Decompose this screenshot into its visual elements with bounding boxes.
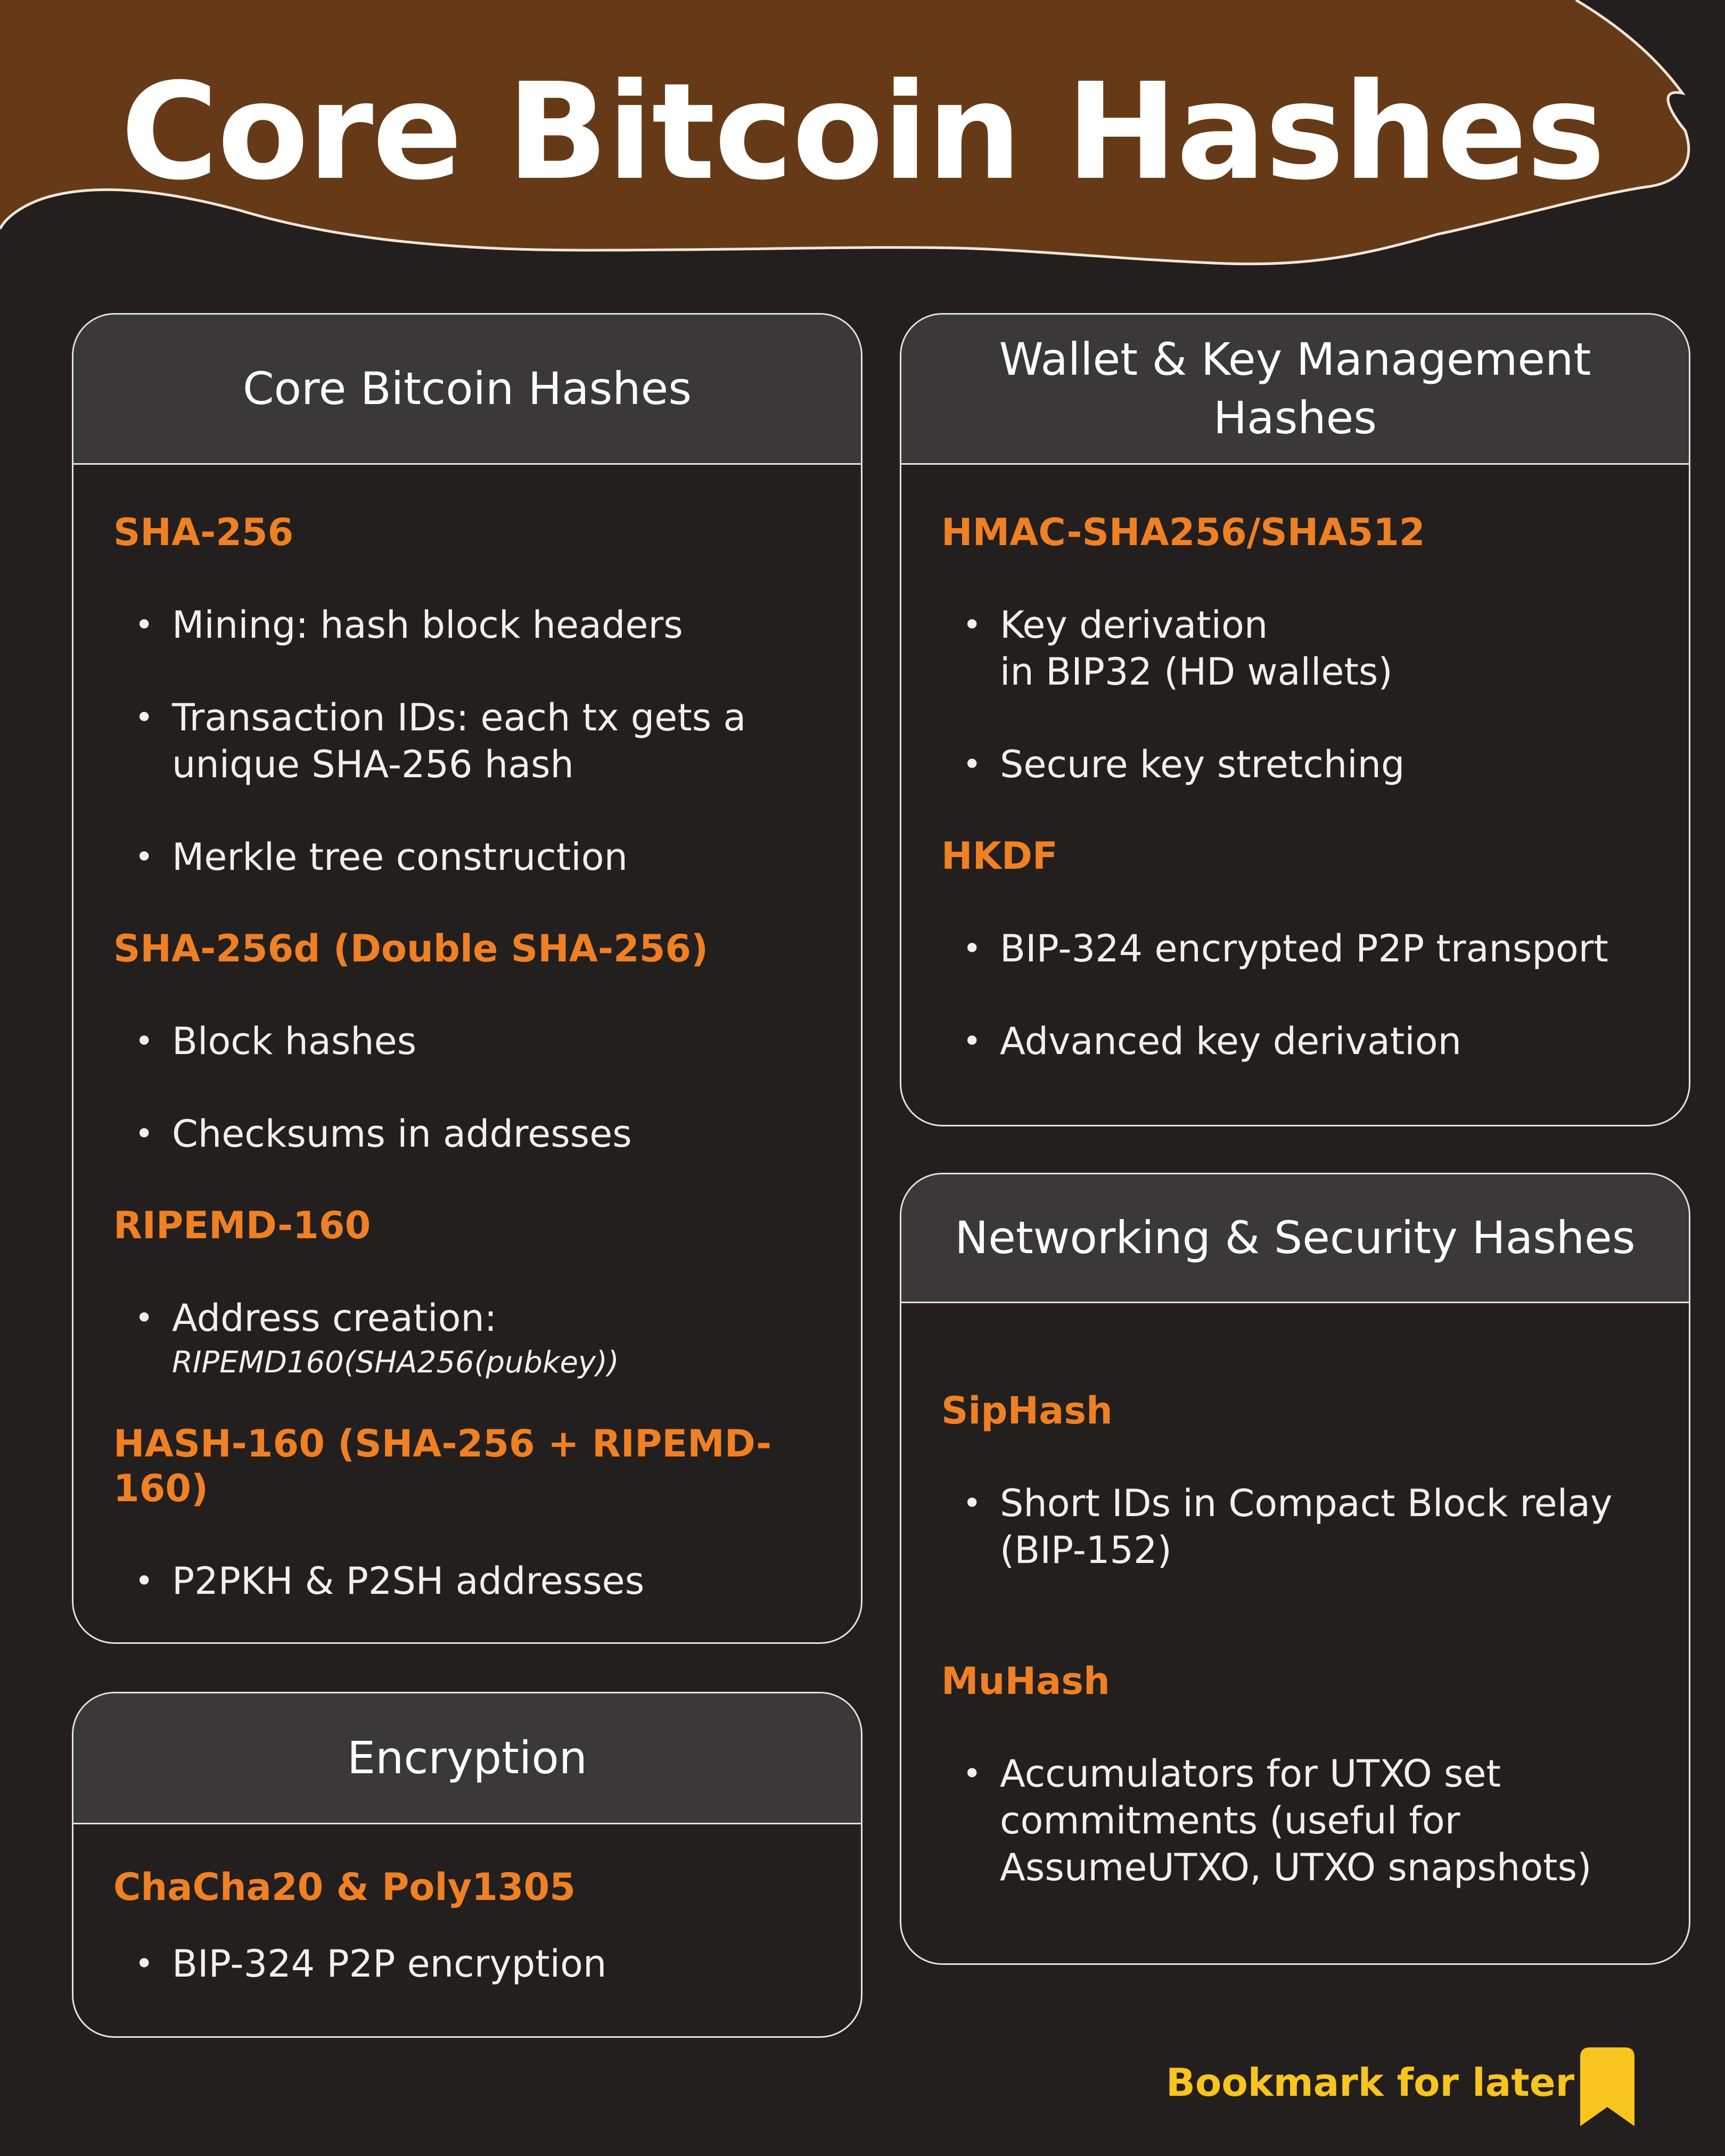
card-title: Core Bitcoin Hashes: [243, 362, 692, 415]
list-item-text: Short IDs in Compact Block relay (BIP-152): [1000, 1482, 1613, 1572]
list-item: [941, 1750, 1641, 1891]
bullet-icon: •: [135, 1562, 154, 1600]
card-header: [73, 1693, 861, 1824]
list-item-text: Accumulators for UTXO set commitments (useful for AssumeUTXO, UTXO snapshots): [1000, 1752, 1592, 1889]
bullet-list: [941, 925, 1641, 1065]
page-title: Core Bitcoin Hashes: [120, 54, 1605, 209]
list-item: [113, 1018, 813, 1065]
bullet-list: [113, 602, 813, 880]
list-item-text: Address creation:: [172, 1296, 497, 1340]
list-item-text: in BIP32 (HD wallets): [1000, 650, 1393, 694]
card-title: Networking & Security Hashes: [955, 1211, 1636, 1264]
card-title: [999, 331, 1591, 447]
list-item: [113, 694, 813, 788]
section-title: RIPEMD-160: [113, 1204, 371, 1247]
core-hashes-card: [72, 313, 862, 1644]
section-title: HKDF: [941, 834, 1058, 878]
list-item-text: Merkle tree construction: [172, 835, 628, 879]
section-title: ChaCha20 & Poly1305: [113, 1865, 576, 1909]
list-item-text: Mining: hash block headers: [172, 603, 683, 647]
list-item: [941, 1018, 1641, 1065]
card-body: [901, 1388, 1689, 1891]
list-item-text: P2PKH & P2SH addresses: [172, 1559, 645, 1603]
list-item-text: Secure key stretching: [1000, 743, 1405, 786]
card-title-line: Wallet & Key Management: [999, 333, 1591, 386]
bookmark-text: Bookmark for later: [1166, 2060, 1575, 2105]
list-item-text: Checksums in addresses: [172, 1112, 632, 1156]
section-title: SHA-256d (Double SHA-256): [113, 927, 709, 970]
bullet-icon: •: [963, 606, 982, 644]
list-item-text: Key derivation: [1000, 603, 1268, 647]
list-item: [113, 1940, 813, 1987]
bullet-list: [113, 1558, 813, 1604]
bullet-icon: •: [963, 930, 982, 967]
bullet-icon: •: [135, 1023, 154, 1060]
bullet-list: [113, 1940, 813, 1987]
card-header: [901, 1174, 1689, 1303]
list-item: [941, 741, 1641, 788]
list-item: [113, 1558, 813, 1604]
list-item: [941, 1480, 1641, 1574]
formula-text: RIPEMD160(SHA256(pubkey)): [172, 1345, 619, 1380]
card-title: Encryption: [347, 1731, 587, 1784]
bullet-icon: •: [963, 1485, 982, 1522]
section-title: SHA-256: [113, 511, 294, 554]
section-title: MuHash: [941, 1659, 1110, 1703]
card-title-line: Hashes: [1213, 391, 1377, 444]
list-item: [941, 602, 1641, 695]
bullet-icon: •: [963, 746, 982, 783]
bullet-list: [941, 1480, 1641, 1574]
list-item-text: Advanced key derivation: [1000, 1019, 1461, 1063]
list-item: [113, 1295, 813, 1384]
bullet-icon: •: [135, 838, 154, 876]
bullet-icon: •: [135, 1299, 154, 1337]
wallet-hashes-card: [900, 313, 1690, 1126]
bullet-list: [941, 602, 1641, 788]
bullet-list: [113, 1018, 813, 1157]
networking-hashes-card: [900, 1173, 1690, 1965]
list-item-text: BIP-324 P2P encryption: [172, 1942, 607, 1986]
bullet-icon: •: [135, 699, 154, 736]
list-item: [941, 925, 1641, 972]
card-body: [73, 1865, 861, 1987]
section-title: HASH-160 (SHA-256 + RIPEMD-160): [113, 1422, 772, 1510]
section-title: SipHash: [941, 1389, 1113, 1433]
bullet-icon: •: [963, 1023, 982, 1060]
card-header: [73, 315, 861, 465]
section-title: HMAC-SHA256/SHA512: [941, 511, 1425, 554]
card-header: [901, 315, 1689, 465]
bullet-icon: •: [135, 1115, 154, 1153]
encryption-card: [72, 1692, 862, 2038]
list-item: [113, 1110, 813, 1157]
bookmark-icon[interactable]: [1580, 2047, 1634, 2126]
bullet-list: [941, 1750, 1641, 1891]
list-item-text: Block hashes: [172, 1019, 417, 1063]
list-item: [113, 834, 813, 880]
card-body: [73, 510, 861, 1604]
list-item-text: BIP-324 encrypted P2P transport: [1000, 927, 1608, 970]
bullet-icon: •: [135, 1945, 154, 1982]
list-item: [113, 602, 813, 648]
list-item-text: Transaction IDs: each tx gets a unique SHA-256 hash: [172, 696, 746, 786]
bullet-icon: •: [963, 1755, 982, 1792]
bullet-list: [113, 1295, 813, 1384]
card-body: [901, 510, 1689, 1065]
bullet-icon: •: [135, 606, 154, 644]
